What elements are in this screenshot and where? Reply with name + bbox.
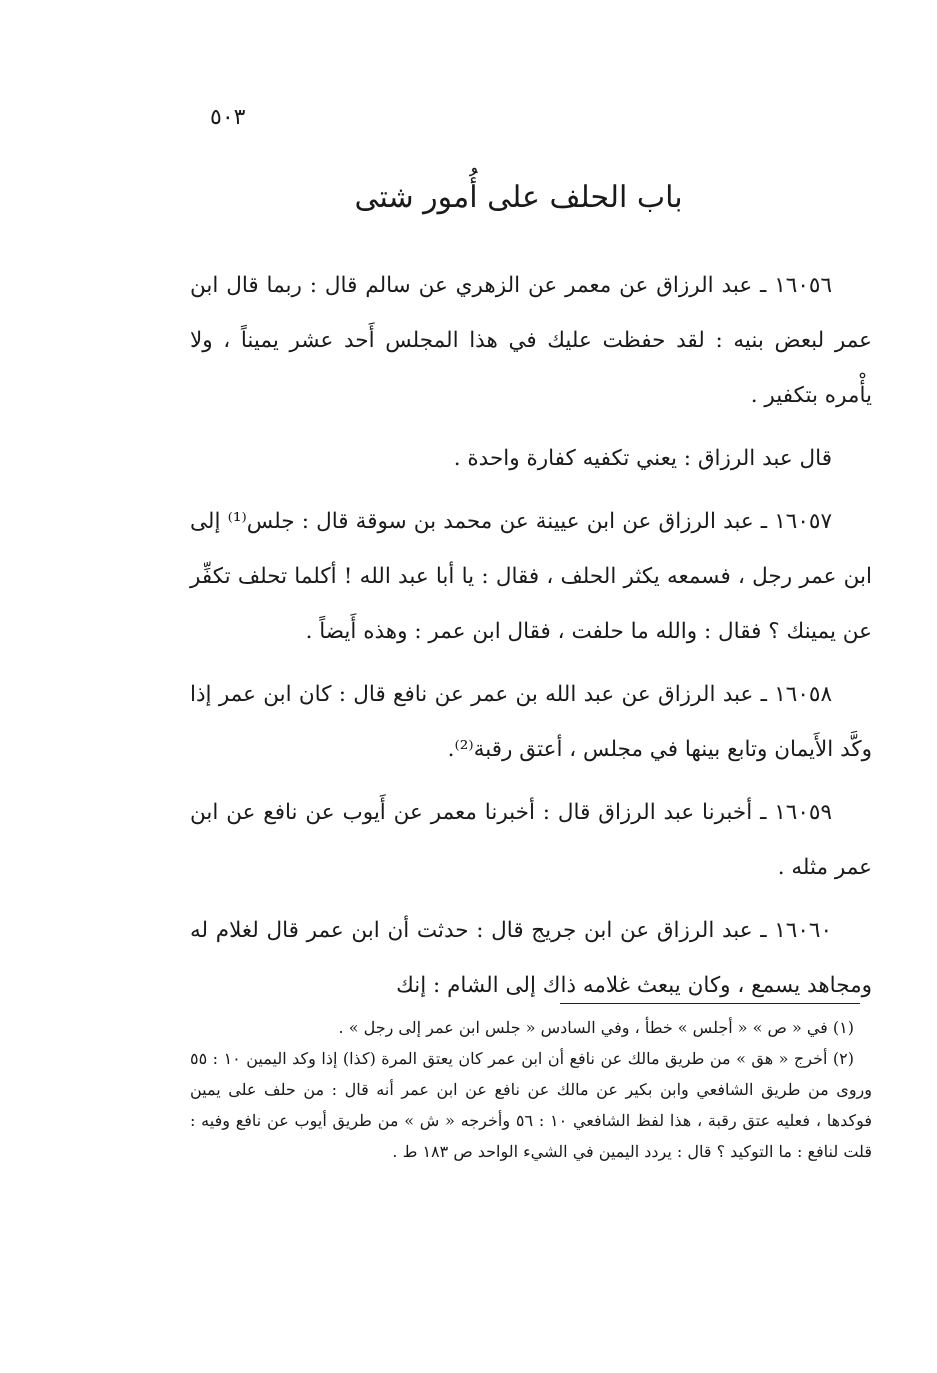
commentary-paragraph: قال عبد الرزاق : يعني تكفيه كفارة واحدة . <box>453 446 832 471</box>
hadith-paragraph: ١٦٠٦٠ ـ عبد الرزاق عن ابن جريج قال : حدثت أن ابن عمر قال لغلام له ومجاهد يسمع ، وكان يبعث غلامه ذاك إلى الشام : إنك <box>190 918 872 998</box>
footnotes <box>190 1012 872 1167</box>
hadith-paragraph: ١٦٠٥٩ ـ أخبرنا عبد الرزاق قال : أخبرنا معمر عن أَيوب عن نافع عن ابن عمر مثله . <box>190 800 872 880</box>
main-text <box>190 258 872 1021</box>
chapter-title: باب الحلف على أُمور شتى <box>354 180 683 215</box>
hadith-paragraph: ١٦٠٥٦ ـ عبد الرزاق عن معمر عن الزهري عن سالم قال : ربما قال ابن عمر لبعض بنيه : لقد حفظت عليك في هذا المجلس أَحد عشر يميناً ، ولا يأْمره بتكفير . <box>190 273 872 408</box>
page-number: ٥٠٣ <box>210 105 246 130</box>
footnote-item: (١) في « ص » « أجلس » خطأ ، وفي السادس « جلس ابن عمر إلى رجل » . <box>338 1018 854 1037</box>
hadith-paragraph: ١٦٠٥٧ ـ عبد الرزاق عن ابن عيينة عن محمد بن سوقة قال : جلس⁽¹⁾ إلى ابن عمر رجل ، فسمعه يكثر الحلف ، فقال : يا أبا عبد الله ! أكلما تحلف تكفِّر عن يمينك ؟ فقال : والله ما حلفت ، فقال ابن عمر : وهذه أَيضاً . <box>190 509 872 644</box>
hadith-paragraph: ١٦٠٥٨ ـ عبد الرزاق عن عبد الله بن عمر عن نافع قال : كان ابن عمر إذا وكَّد الأَيمان وتابع بينها في مجلس ، أعتق رقبة⁽²⁾. <box>190 682 872 762</box>
footnote-divider <box>560 1003 860 1004</box>
footnote-item: (٢) أخرج « هق » من طريق مالك عن نافع أن ابن عمر كان يعتق المرة (كذا) إذا وكد اليمين ١٠ : ٥٥ وروى من طريق الشافعي وابن بكير عن مالك عن نافع عن ابن عمر أنه قال : من حلف على يمين فوكدها ، فعليه عتق رقبة ، هذا لفظ الشافعي ١٠ : ٥٦ وأخرجه « ش » من طريق أيوب عن نافع وفيه : قلت لنافع : ما التوكيد ؟ قال : يردد اليمين في الشيء الواحد ص ١٨٣ ط . <box>190 1049 873 1161</box>
